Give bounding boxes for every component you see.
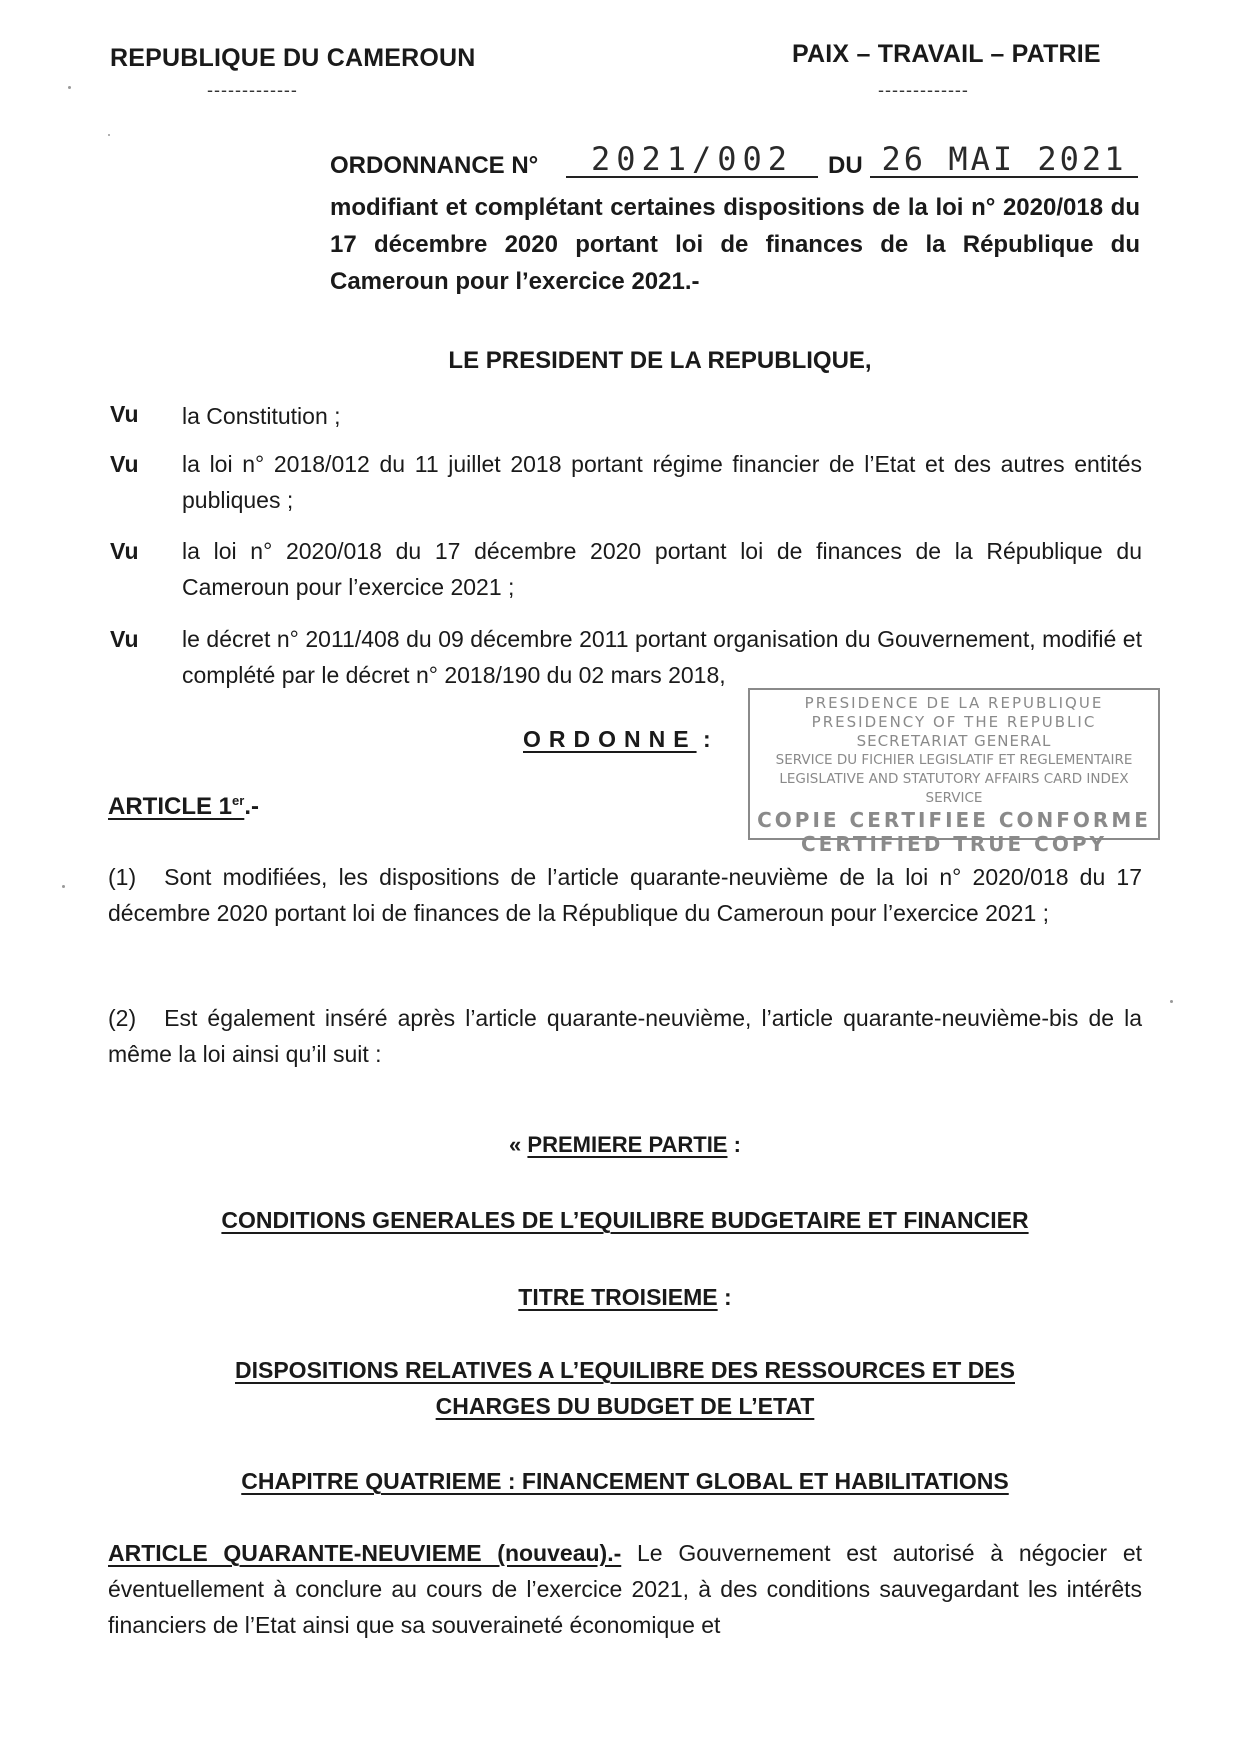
ordonne-heading	[523, 726, 711, 753]
conditions-label: CONDITIONS GENERALES DE L’EQUILIBRE BUDGETAIRE ET FINANCIER	[221, 1207, 1029, 1233]
article-1-heading	[108, 793, 259, 821]
paragraph-text: Est également inséré après l’article quarante-neuvième, l’article quarante-neuvième-bis de la même la loi ainsi qu’il suit :	[108, 1005, 1142, 1067]
stamp-line: PRESIDENCY OF THE REPUBLIC	[811, 713, 1097, 731]
header-left: REPUBLIQUE DU CAMEROUN	[110, 44, 476, 72]
dispositions-heading-1	[108, 1357, 1142, 1384]
scan-speck	[62, 885, 65, 888]
article-49	[108, 1535, 1142, 1643]
premiere-partie	[108, 1132, 1142, 1158]
visa-label: Vu	[110, 451, 139, 477]
ordonnance-date-field	[870, 140, 1138, 178]
header-right: PAIX – TRAVAIL – PATRIE	[792, 40, 1101, 68]
article-1-label	[108, 793, 244, 820]
article-1-suffix: .-	[244, 793, 259, 820]
titre-suffix: :	[724, 1284, 732, 1310]
visa-label: Vu	[110, 626, 139, 652]
ordonne-colon: :	[702, 726, 711, 752]
visa-text: le décret n° 2011/408 du 09 décembre 2011 portant organisation du Gouvernement, modifié et complété par le décret n° 2018/190 du 02 mars 2018,	[182, 626, 1142, 688]
dispositions-heading-2	[108, 1393, 1142, 1420]
visa-text: la loi n° 2020/018 du 17 décembre 2020 portant loi de finances de la République du Cameroun pour l’exercice 2021 ;	[182, 538, 1142, 600]
stamp-line: COPIE CERTIFIEE CONFORME	[757, 808, 1151, 832]
stamp-line: SERVICE DU FICHIER LEGISLATIF ET REGLEMENTAIRE	[775, 752, 1133, 768]
visa-label: Vu	[110, 538, 139, 564]
ordonnance-date: 26 MAI 2021	[881, 140, 1127, 178]
president-heading: LE PRESIDENT DE LA REPUBLIQUE,	[448, 347, 872, 374]
visa-text: la loi n° 2018/012 du 11 juillet 2018 portant régime financier de l’Etat et des autres entités publiques ;	[182, 451, 1142, 513]
certification-stamp	[748, 688, 1160, 856]
header-left-dashes: -------------	[207, 80, 298, 100]
stamp-line: CERTIFIED TRUE COPY	[801, 832, 1107, 856]
paragraph-text: Sont modifiées, les dispositions de l’article quarante-neuvième de la loi n° 2020/018 du 17 décembre 2020 portant loi de finances de la République du Cameroun pour l’exercice 2021 ;	[108, 864, 1142, 926]
scan-speck	[1170, 1000, 1173, 1003]
paragraph	[108, 1000, 1142, 1072]
paragraph	[108, 859, 1142, 931]
visa-label: Vu	[110, 401, 139, 427]
header-right-dashes: -------------	[878, 80, 969, 100]
ordonnance-title: modifiant et complétant certaines dispositions de la loi n° 2020/018 du 17 décembre 2020 portant loi de finances de la République du Cameroun pour l’exercice 2021.-	[330, 194, 1140, 295]
paragraph-number: (1)	[108, 864, 137, 890]
article-1-sup: er	[232, 793, 245, 808]
chapitre-label: CHAPITRE QUATRIEME : FINANCEMENT GLOBAL ET HABILITATIONS	[241, 1468, 1009, 1494]
article-1-text: ARTICLE 1	[108, 793, 233, 820]
ordonnance-number-field	[566, 140, 818, 178]
scan-speck	[108, 134, 110, 136]
titre-heading	[108, 1284, 1142, 1311]
titre-label: TITRE TROISIEME	[518, 1284, 718, 1310]
ordonnance-du: DU	[828, 152, 863, 179]
stamp-line: SECRETARIAT GENERAL	[856, 732, 1052, 750]
ordonne-label: ORDONNE	[523, 726, 697, 752]
scan-speck	[68, 86, 71, 89]
ordonnance-number: 2021/002	[590, 140, 794, 178]
premiere-suffix: :	[733, 1132, 741, 1157]
dispositions-label-2: CHARGES DU BUDGET DE L’ETAT	[435, 1393, 815, 1419]
premiere-label: PREMIERE PARTIE	[527, 1132, 728, 1157]
paragraph-number: (2)	[108, 1005, 137, 1031]
article-49-heading: ARTICLE QUARANTE-NEUVIEME (nouveau).-	[108, 1540, 622, 1566]
ordonnance-prefix: ORDONNANCE N°	[330, 152, 539, 179]
stamp-line: PRESIDENCE DE LA REPUBLIQUE	[804, 694, 1104, 712]
article-49-text: Le Gouvernement est autorisé à négocier et éventuellement à conclure au cours de l’exercice 2021, à des conditions sauvegardant les intérêts financiers de l’Etat ainsi que sa souveraineté économique et	[108, 1540, 1143, 1638]
premiere-prefix: «	[509, 1132, 522, 1157]
visa-text: la Constitution ;	[182, 403, 341, 429]
conditions-heading	[108, 1207, 1142, 1234]
chapitre-heading	[108, 1468, 1142, 1495]
dispositions-label-1: DISPOSITIONS RELATIVES A L’EQUILIBRE DES RESSOURCES ET DES	[235, 1357, 1015, 1383]
stamp-line: LEGISLATIVE AND STATUTORY AFFAIRS CARD INDEX SERVICE	[779, 771, 1129, 806]
